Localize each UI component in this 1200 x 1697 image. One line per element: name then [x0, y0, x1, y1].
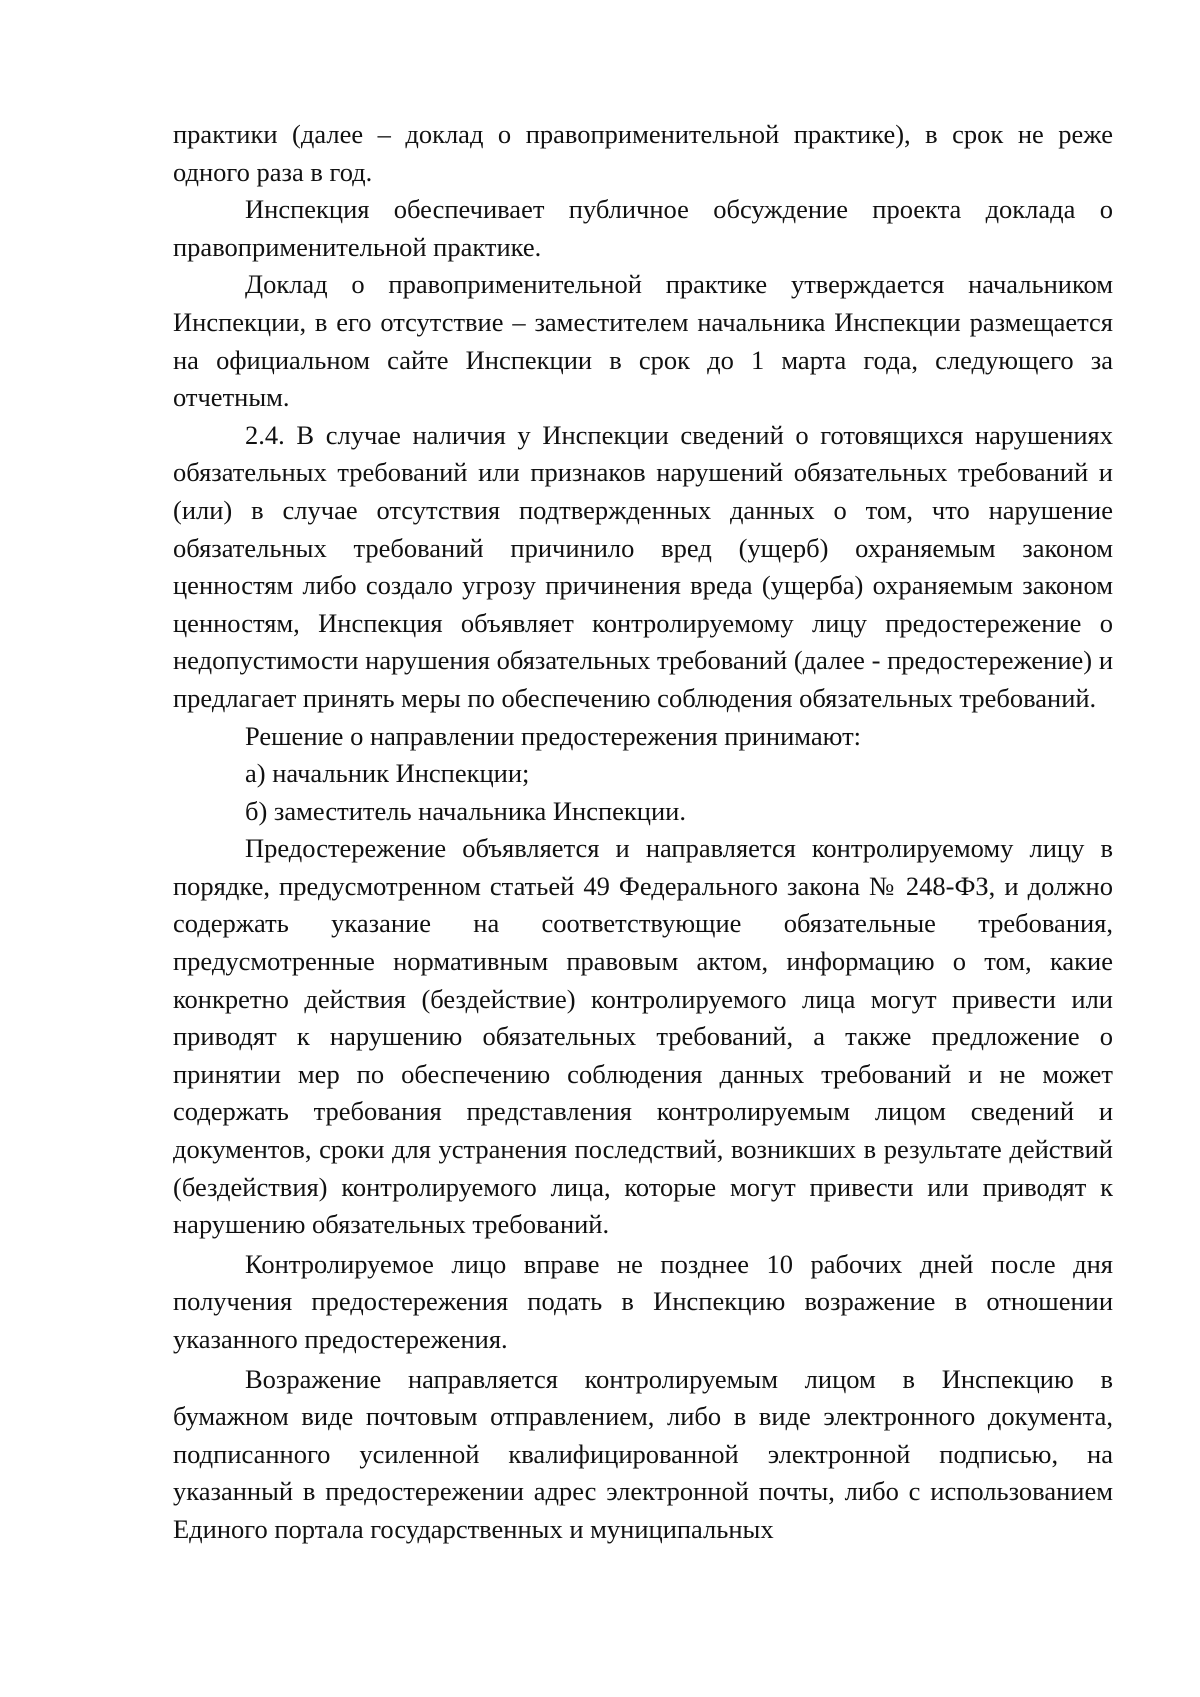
paragraph-4: 2.4. В случае наличия у Инспекции сведений о готовящихся нарушениях обязательных требований или признаков нарушений обязательных требований и (или) в случае отсутствия подтвержденных данных о том, что нарушение обязательных требований причинило вред (ущерб) охраняемым законом ценностям либо создало угрозу причинения вреда (ущерба) охраняемым законом ценностям, Инспекция объявляет контролируемому лицу предостережение о недопустимости нарушения обязательных требований (далее - предостережение) и предлагает принять меры по обеспечению соблюдения обязательных требований. — [173, 419, 1113, 713]
paragraph-8: Возражение направляется контролируемым лицом в Инспекцию в бумажном виде почтовым отправлением, либо в виде электронного документа, подписанного усиленной квалифицированной электронной подписью, на указанный в предостережении адрес электронной почты, либо с использованием Единого портала государственных и муниципальных — [173, 1363, 1113, 1544]
list-item-b: б) заместитель начальника Инспекции. — [245, 795, 686, 826]
paragraph-1: практики (далее – доклад о правоприменительной практике), в срок не реже одного раза в год. — [173, 119, 1113, 187]
paragraph-2: Инспекция обеспечивает публичное обсуждение проекта доклада о правоприменительной практике. — [173, 194, 1113, 262]
paragraph-7: Контролируемое лицо вправе не позднее 10 рабочих дней после дня получения предостережения подать в Инспекцию возражение в отношении указанного предостережения. — [173, 1248, 1113, 1354]
document-page — [173, 116, 1113, 1549]
paragraph-6: Предостережение объявляется и направляется контролируемому лицу в порядке, предусмотренном статьей 49 Федерального закона № 248-ФЗ, и должно содержать указание на соответствующие обязательные требования, предусмотренные нормативным правовым актом, информацию о том, какие конкретно действия (бездействие) контролируемого лица могут привести или приводят к нарушению обязательных требований, а также предложение о принятии мер по обеспечению соблюдения данных требований и не может содержать требования представления контролируемым лицом сведений и документов, сроки для устранения последствий, возникших в результате действий (бездействия) контролируемого лица, которые могут привести или приводят к нарушению обязательных требований. — [173, 833, 1113, 1240]
paragraph-5: Решение о направлении предостережения принимают: — [245, 720, 862, 751]
paragraph-3: Доклад о правоприменительной практике утверждается начальником Инспекции, в его отсутствие – заместителем начальника Инспекции размещается на официальном сайте Инспекции в срок до 1 марта года, следующего за отчетным. — [173, 269, 1113, 413]
list-item-a: а) начальник Инспекции; — [245, 758, 530, 789]
